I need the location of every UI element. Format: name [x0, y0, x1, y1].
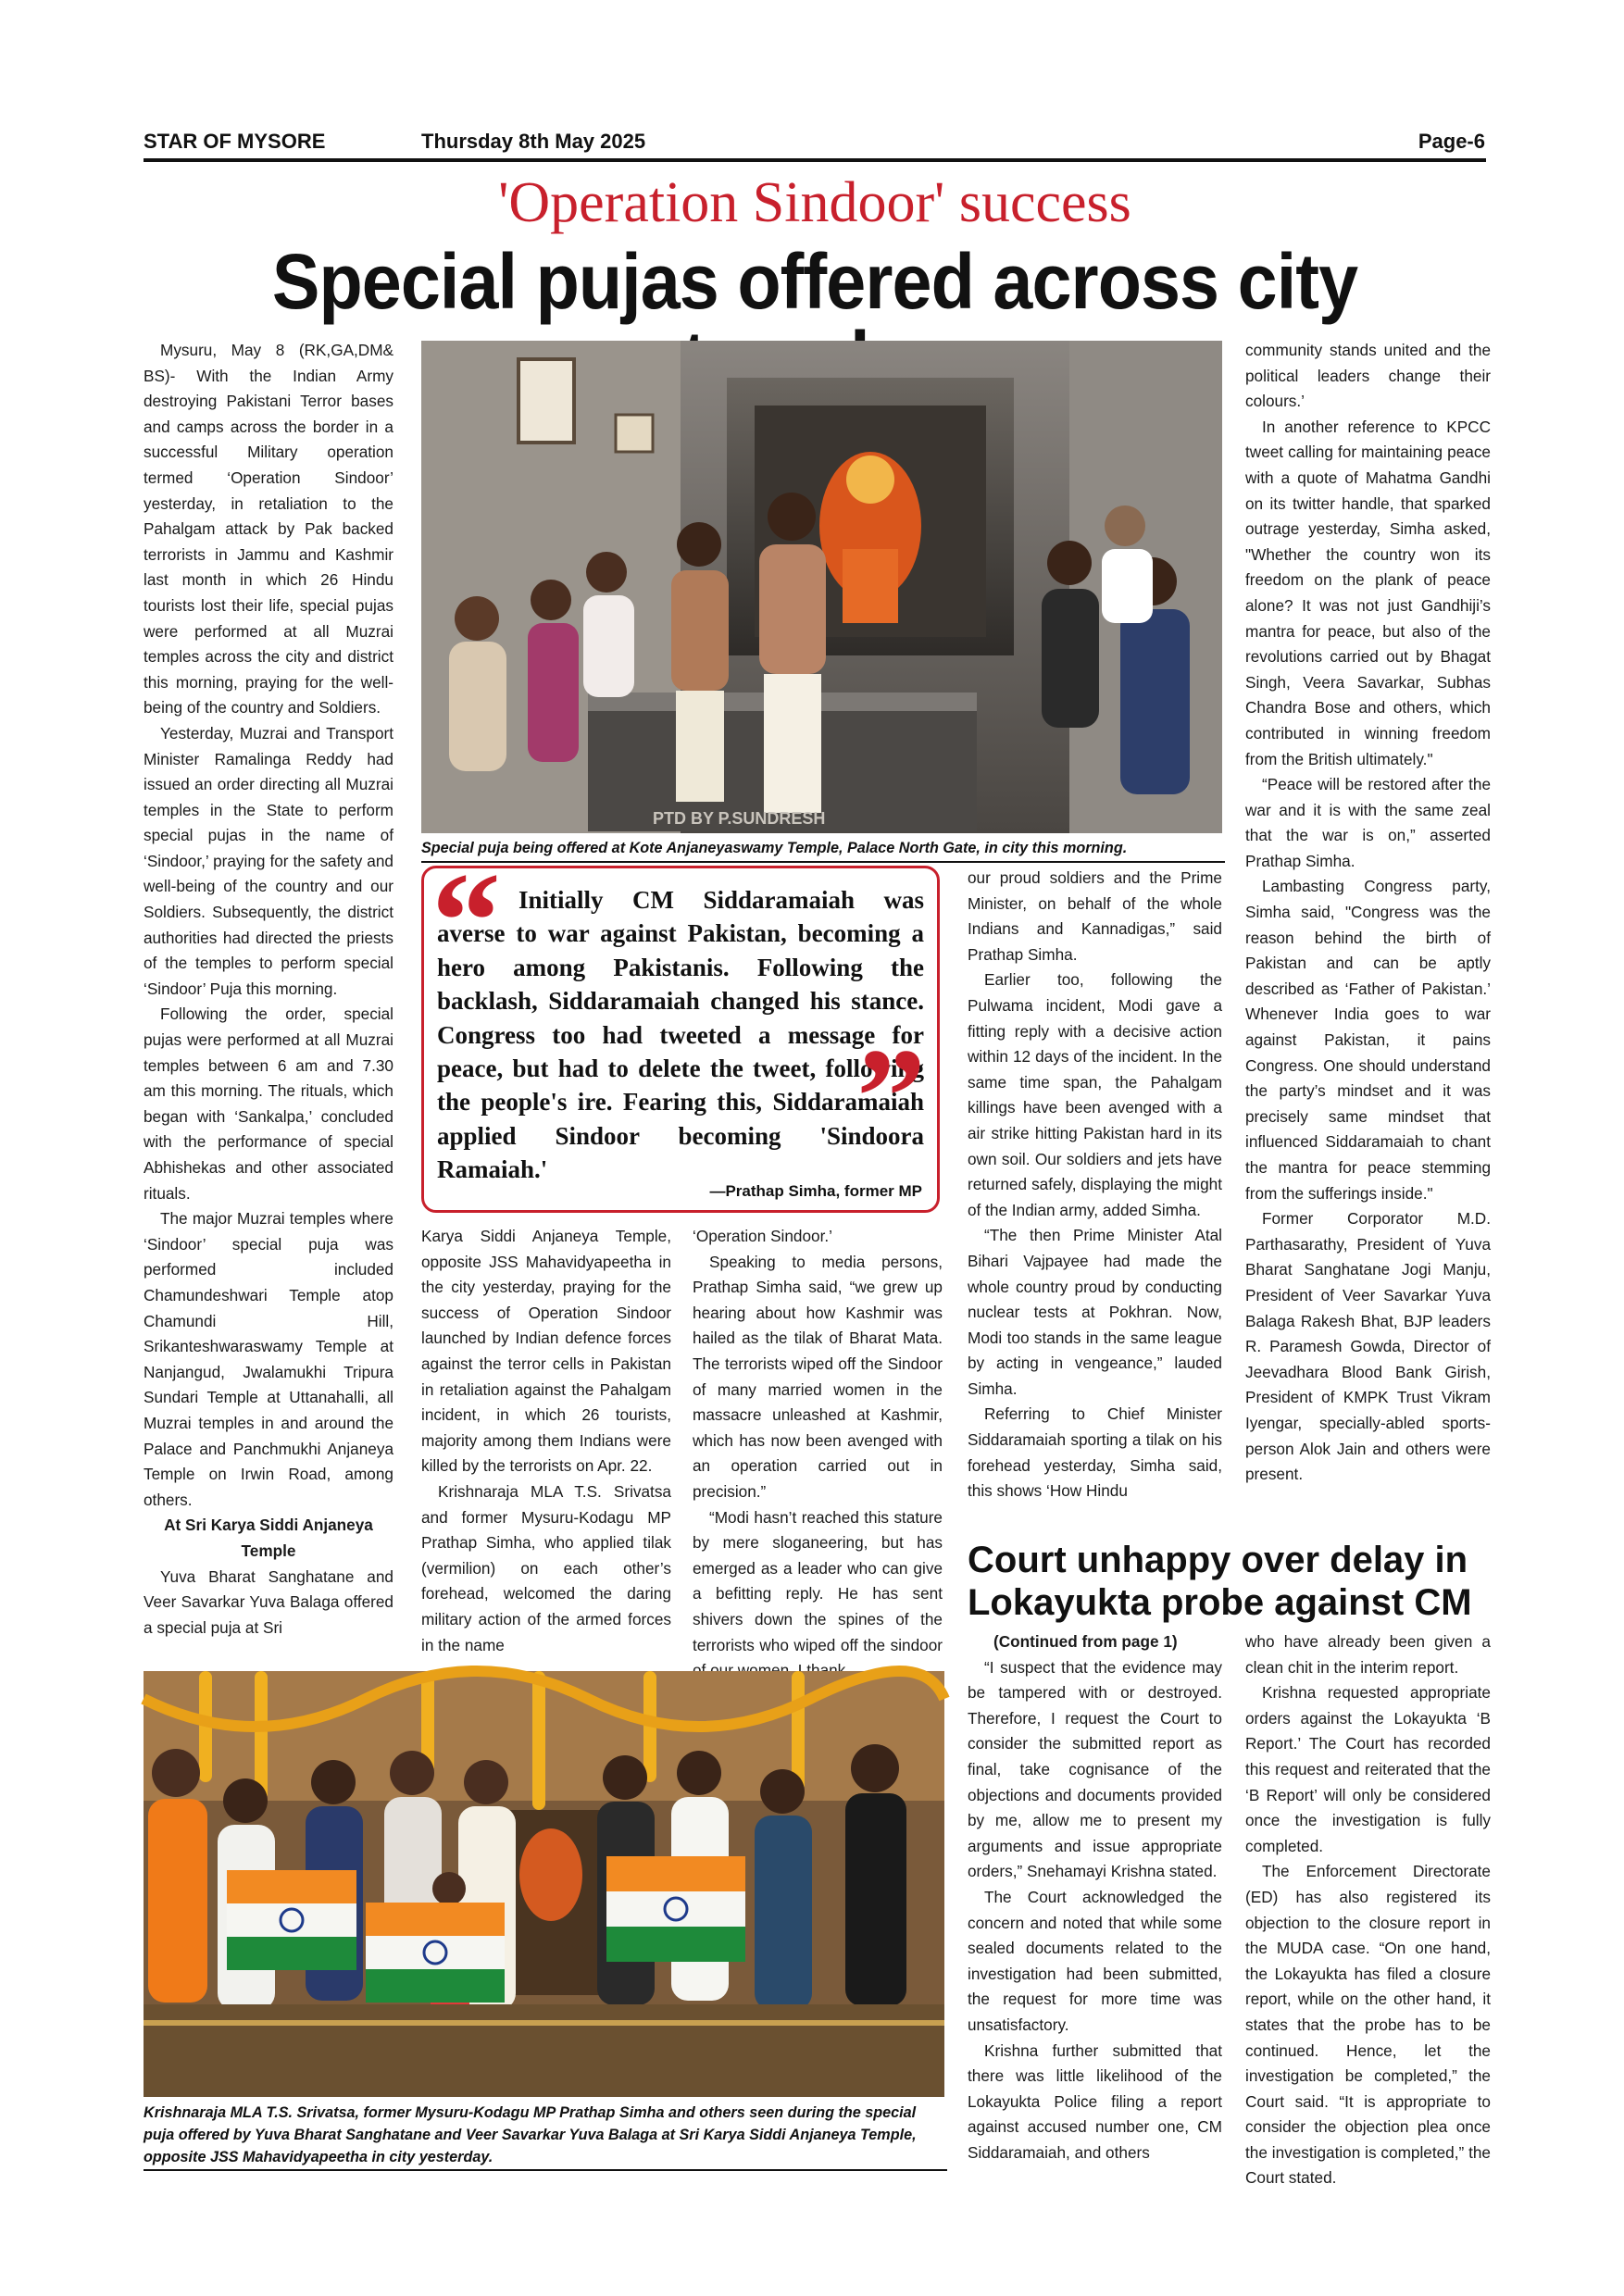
court-paragraph: who have already been given a clean chit in the interim report. — [1245, 1632, 1491, 1677]
article-paragraph: Referring to Chief Minister Siddaramaiah sporting a tilak on his forehead yesterday, Simha said, this shows ‘How Hindu — [968, 1404, 1222, 1501]
court-headline: Court unhappy over delay in Lokayukta probe against CM — [968, 1540, 1472, 1623]
article-paragraph: In another reference to KPCC tweet calling for maintaining peace with a quote of Mahatma Gandhi on its twitter handle, that sparked outrage yesterday, Simha asked, "Whether the country won its freedom on the plank of peace alone? It was not just Gandhiji’s mantra for peace, but also of the revolutions carried out by Bhagat Singh, Veera Savarkar, Subhas Chandra Bose and others, which contributed in winning freedom from the British ultimately." — [1245, 417, 1491, 768]
article-paragraph: “The then Prime Minister Atal Bihari Vajpayee had made the whole country proud by conducting nuclear tests at Pokhran. Now, Modi too stands in the same league by acting in vengeance,” lauded Simha. — [968, 1226, 1222, 1398]
pull-quote-attribution: —Prathap Simha, former MP — [709, 1182, 922, 1200]
temple-puja-image — [421, 341, 1222, 833]
article-paragraph: “Peace will be restored after the war and it is with the same zeal that the war is on,” asserted Prathap Simha. — [1245, 775, 1491, 870]
article-paragraph: Yesterday, Muzrai and Transport Minister Ramalinga Reddy had issued an order directing all Muzrai temples in the State to perform special pujas in the name of ‘Sindoor,’ praying for the safety and well-being of the country and our Soldiers. Subsequently, the district authorities had directed the priests of the temples to perform special ‘Sindoor’ Puja this morning. — [144, 723, 394, 998]
header-rule — [144, 158, 1486, 162]
group-photo — [144, 1671, 944, 2097]
open-quote-mark: “ — [431, 844, 501, 998]
court-column-2 — [1245, 1629, 1491, 2188]
photo1-caption: Special puja being offered at Kote Anjaneyaswamy Temple, Palace North Gate, in city this morning. — [421, 840, 1128, 856]
article-column-3 — [693, 1224, 943, 1659]
article-column-4 — [968, 866, 1222, 1551]
article-subhead: At Sri Karya Siddi Anjaneya Temple — [164, 1516, 373, 1560]
court-paragraph: The Court acknowledged the concern and noted that while some sealed documents related to the investigation had been submitted, the request for more time was unsatisfactory. — [968, 1887, 1222, 2034]
caption-rule — [421, 861, 1225, 863]
caption-rule — [144, 2169, 947, 2171]
article-paragraph: “Modi hasn’t reached this stature by mere sloganeering, but has emerged as a leader who can give a befitting reply. He has sent shivers down the spines of the terrorists who wiped off the sindoor — [693, 1507, 943, 1654]
pull-quote-text: Initially CM Siddaramaiah was averse to war against Pakistan, becoming a hero among Pakistanis. Following the backlash, Siddaramaiah changed his stance. Congress too had tweeted a message for peace, but had to delete the tweet, following the people's ire. Fearing this, Siddaramaiah applied Sindoor becoming 'Sindoora Ramaiah.' — [437, 886, 924, 1184]
court-paragraph: The Enforcement Directorate (ED) has also registered its objection to the closure report in the MUDA case. “On one hand, the Lokayukta has filed a closure report, while on the other hand, it states that the probe has to be continued. Hence, let the investigation be completed,” the Court said. “It is appropriate to consider the objection plea once the investigation is completed,” the Court stated. — [1245, 1862, 1491, 2188]
temple-puja-photo — [421, 341, 1222, 833]
article-paragraph: Krishnaraja MLA T.S. Srivatsa and former Mysuru-Kodagu MP Prathap Simha, who applied tilak (vermilion) on each other’s forehead, welcomed the daring military action of the armed forces in the name — [421, 1481, 671, 1654]
main-headline: Special pujas offered across city — [271, 238, 1358, 325]
close-quote-mark: ” — [856, 1020, 926, 1174]
article-paragraph: Former Corporator M.D. Parthasarathy, President of Yuva Bharat Sanghatane Jogi Manju, President of Veer Savarkar Yuva Balaga Rakesh Bhat, BJP leaders R. Paramesh Gowda, Director of Jeevadhara Blood Bank Girish, President of KMPK Trust Vikram Iyengar, specially-abled sports-person Alok Jain and others were present. — [1245, 1209, 1491, 1484]
article-column-1 — [144, 338, 394, 1657]
article-column-2 — [421, 1224, 671, 1659]
article-paragraph: Following the order, special pujas were performed at all Muzrai temples between 6 am and 7.30 am this morning. The rituals, which began with ‘Sankalpa,’ concluded with the performance of special Abhishekas and other associated rituals. — [144, 1004, 394, 1203]
article-paragraph: The major Muzrai temples where ‘Sindoor’ special puja was performed included Chamundeshwari Temple atop Chamundi Hill, Srikanteshwaraswamy Temple at Nanjangud, Jwalamukhi Tripura Sundari Temple at Uttanahalli, all Muzrai temples in and around the Palace and Panchmukhi Anjaneya Temple on Irwin Road, among others. — [144, 1209, 394, 1509]
group-photo-image — [144, 1671, 944, 2097]
kicker-headline: 'Operation Sindoor' success — [498, 171, 1131, 234]
photo2-caption: Krishnaraja MLA T.S. Srivatsa, former Mysuru-Kodagu MP Prathap Simha and others seen during the special puja offered by Yuva Bharat Sanghatane and Veer Savarkar Yuva Balaga at Sri Karya Siddi Anjaneya Temple, opposite JSS Mahavidyapeetha in city yesterday. — [144, 2104, 917, 2165]
article-column-5 — [1245, 338, 1491, 1528]
article-paragraph: ‘Operation Sindoor.’ — [693, 1227, 832, 1245]
article-paragraph: Mysuru, May 8 (RK,GA,DM& BS)- With the Indian Army destroying Pakistani Terror bases and camps across the border in a successful Military operation termed ‘Operation Sindoor’ yesterday, in retaliation to the Pahalgam attack by Pak backed terrorists in Jammu and Kashmir last month in which 26 Hindu tourists lost their life, special pujas were performed at all Muzrai temples across the city and district this morning, praying for the well-being of the country and Soldiers. — [144, 341, 394, 718]
court-paragraph: Krishna requested appropriate orders against the Lokayukta ‘B Report.’ The Court has recorded this request and reiterated that the ‘B Report’ will only be considered once the investigation is fully completed. — [1245, 1683, 1491, 1855]
article-paragraph: Earlier too, following the Pulwama incident, Modi gave a fitting reply with a decisive action within 12 days of the incident. In the same time span, the Pahalgam killings have been avenged with a air strike hitting Pakistan hard in its own soil. Our soldiers and jets have returned safely, displaying the might of the Indian army, added Simha. — [968, 970, 1222, 1219]
article-paragraph: our proud soldiers and the Prime Minister, on behalf of the whole Indians and Kannadigas,” said Prathap Simha. — [968, 868, 1222, 964]
article-paragraph: Lambasting Congress party, Simha said, "Congress was the reason behind the birth of Pakistan and can be aptly described as ‘Father of Pakistan.’ Whenever India goes to war against Pakistan, it pains Congress. One should understand the party’s mindset and it was precisely same mindset that influenced Siddaramaiah to chant the mantra for peace stemming from the sufferings inside." — [1245, 877, 1491, 1203]
page-number: Page-6 — [1418, 130, 1485, 153]
court-paragraph: “I suspect that the evidence may be tampered with or destroyed. Therefore, I request the Court to consider the submitted report as final, take cognisance of the objections and documents provided by me, allow me to present my arguments and issue appropriate orders,” Snehamayi Krishna stated. — [968, 1657, 1222, 1881]
continued-note: (Continued from page 1) — [993, 1632, 1178, 1651]
paper-name: STAR OF MYSORE — [144, 130, 326, 153]
article-paragraph: community stands united and the political leaders change their colours.’ — [1245, 341, 1491, 411]
article-paragraph: Yuva Bharat Sanghatane and Veer Savarkar Yuva Balaga offered a special puja at Sri — [144, 1566, 394, 1637]
issue-date: Thursday 8th May 2025 — [421, 130, 646, 153]
article-paragraph: Speaking to media persons, Prathap Simha said, “we grew up hearing about how Kashmir was hailed as the tilak of Bharat Mata. The terrorists wiped off the Sindoor of many married women in the massacre unleashed at Kashmir, which has now been avenged with an operation carried out in precision.” — [693, 1252, 943, 1501]
article-paragraph: Karya Siddi Anjaneya Temple, opposite JSS Mahavidyapeetha in the city yesterday, praying for the success of Operation Sindoor launched by Indian defence forces against the terror cells in Pakistan in retaliation against the Pahalgam incident, in which 26 tourists, majority among them Indians were killed by the terrorists on Apr. 22. — [421, 1227, 671, 1476]
court-paragraph: Krishna further submitted that there was little likelihood of the Lokayukta Police filing a report against accused number one, CM Siddaramaiah, and others — [968, 2040, 1222, 2162]
photo-plate-text: PTD BY P.SUNDRESH — [653, 809, 826, 828]
court-column-1 — [968, 1629, 1222, 2162]
